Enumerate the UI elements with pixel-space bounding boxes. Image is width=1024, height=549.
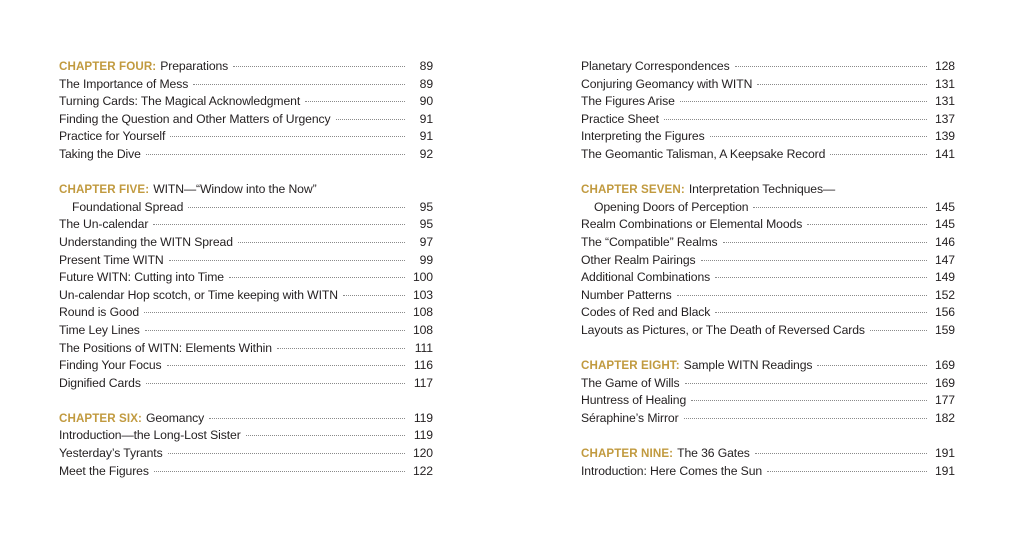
entry-title: Other Realm Pairings [581, 252, 696, 267]
dot-leader [767, 471, 927, 472]
toc-right-column [581, 58, 955, 480]
toc-entry[interactable] [581, 322, 955, 340]
chapter-heading [581, 445, 750, 463]
page-number: 97 [419, 234, 433, 249]
dot-leader [145, 330, 405, 331]
chapter-entry[interactable] [59, 58, 433, 76]
toc-entry[interactable] [581, 234, 955, 252]
entry-title: Codes of Red and Black [581, 305, 711, 320]
dot-leader [154, 471, 405, 472]
entry-title: Finding the Question and Other Matters of Urgency [59, 111, 331, 126]
entry-title: The Importance of Mess [59, 76, 189, 91]
entry-title: Foundational Spread [72, 199, 184, 214]
entry-title: Time Ley Lines [59, 322, 140, 337]
toc-entry[interactable] [59, 216, 433, 234]
toc-entry[interactable] [59, 322, 433, 340]
toc-entry[interactable] [581, 252, 955, 270]
dot-leader [188, 207, 405, 208]
page-number: 116 [413, 358, 433, 373]
section-spacer [59, 392, 433, 410]
page-number: 137 [934, 111, 955, 126]
toc-entry[interactable] [59, 146, 433, 164]
toc-entry[interactable] [581, 128, 955, 146]
entry-title: The Un-calendar [59, 217, 149, 232]
entry-title: Taking the Dive [59, 146, 141, 161]
page-number: 119 [413, 428, 433, 443]
entry-title: Introduction—the Long-Lost Sister [59, 428, 241, 443]
toc-entry[interactable] [581, 304, 955, 322]
page-number: 108 [412, 322, 433, 337]
section-spacer [581, 340, 955, 358]
entry-title: Conjuring Geomancy with WITN [581, 76, 753, 91]
toc-entry[interactable] [581, 287, 955, 305]
dot-leader [830, 154, 927, 155]
page-number: 95 [419, 217, 433, 232]
dot-leader [755, 453, 927, 454]
toc-entry[interactable] [59, 111, 433, 129]
page-number: 169 [934, 358, 955, 373]
chapter-title: The 36 Gates [677, 446, 750, 461]
entry-title: Interpreting the Figures [581, 129, 705, 144]
dot-leader [723, 242, 927, 243]
entry-title: Future WITN: Cutting into Time [59, 270, 224, 285]
dot-leader [710, 136, 927, 137]
toc-entry[interactable] [581, 111, 955, 129]
chapter-heading [59, 410, 204, 428]
dot-leader [209, 418, 405, 419]
dot-leader [146, 154, 405, 155]
dot-leader [701, 260, 927, 261]
toc-left-column [59, 58, 433, 480]
page-number: 99 [419, 252, 433, 267]
toc-entry[interactable] [581, 76, 955, 94]
dot-leader [229, 277, 405, 278]
dot-leader [807, 224, 927, 225]
chapter-heading [581, 357, 812, 375]
chapter-label: CHAPTER NINE: [581, 447, 674, 461]
toc-entry[interactable] [581, 58, 955, 76]
toc-entry[interactable] [59, 269, 433, 287]
toc-entry[interactable] [59, 427, 433, 445]
chapter-heading [581, 181, 955, 199]
toc-entry[interactable] [581, 375, 955, 393]
page-number: 117 [413, 375, 433, 390]
entry-title: Practice Sheet [581, 111, 659, 126]
entry-title: The “Compatible” Realms [581, 234, 718, 249]
entry-title: The Geomantic Talisman, A Keepsake Record [581, 146, 826, 161]
dot-leader [817, 365, 927, 366]
page-number: 141 [934, 146, 955, 161]
dot-leader [193, 84, 405, 85]
page-number: 145 [934, 217, 955, 232]
dot-leader [168, 453, 405, 454]
dot-leader [715, 312, 927, 313]
entry-title: Introduction: Here Comes the Sun [581, 463, 763, 478]
dot-leader [169, 260, 405, 261]
entry-title: Yesterday’s Tyrants [59, 446, 163, 461]
dot-leader [277, 348, 405, 349]
page-number: 103 [412, 287, 433, 302]
page-number: 120 [412, 446, 433, 461]
chapter-entry[interactable] [59, 410, 433, 428]
page-number: 108 [412, 305, 433, 320]
toc-entry[interactable] [59, 357, 433, 375]
dot-leader [343, 295, 405, 296]
section-spacer [59, 164, 433, 182]
dot-leader [684, 418, 927, 419]
page-number: 149 [934, 270, 955, 285]
chapter-label: CHAPTER EIGHT: [581, 359, 680, 373]
dot-leader [685, 383, 927, 384]
toc-entry[interactable] [581, 93, 955, 111]
page-number: 147 [934, 252, 955, 267]
page-number: 177 [934, 393, 955, 408]
entry-title: Practice for Yourself [59, 129, 166, 144]
dot-leader [753, 207, 927, 208]
dot-leader [870, 330, 927, 331]
entry-title: Layouts as Pictures, or The Death of Reversed Cards [581, 322, 865, 337]
dot-leader [233, 66, 405, 67]
dot-leader [146, 383, 405, 384]
entry-title: Present Time WITN [59, 252, 164, 267]
dot-leader [167, 365, 405, 366]
chapter-heading [59, 181, 433, 199]
page-number: 146 [934, 234, 955, 249]
chapter-label: CHAPTER SIX: [59, 411, 143, 425]
toc-entry[interactable] [59, 128, 433, 146]
page-number: 159 [934, 322, 955, 337]
dot-leader [664, 119, 927, 120]
entry-title: Meet the Figures [59, 463, 149, 478]
toc-entry[interactable] [59, 445, 433, 463]
section-spacer [581, 164, 955, 182]
toc-entry[interactable] [581, 146, 955, 164]
chapter-label: CHAPTER FIVE: [59, 183, 150, 197]
page-number: 139 [934, 129, 955, 144]
dot-leader [246, 435, 405, 436]
dot-leader [170, 136, 405, 137]
chapter-title: Geomancy [146, 410, 205, 425]
dot-leader [691, 400, 927, 401]
entry-title: Number Patterns [581, 287, 672, 302]
toc-entry[interactable] [59, 304, 433, 322]
toc-entry[interactable] [581, 216, 955, 234]
entry-title: Huntress of Healing [581, 393, 687, 408]
page-number: 191 [934, 446, 955, 461]
entry-title: Turning Cards: The Magical Acknowledgment [59, 94, 301, 109]
page-number: 131 [934, 94, 955, 109]
page-number: 191 [934, 463, 955, 478]
page-number: 128 [934, 59, 955, 73]
section-spacer [581, 427, 955, 445]
entry-title: Round is Good [59, 305, 140, 320]
toc-entry[interactable] [59, 234, 433, 252]
toc-entry[interactable] [581, 410, 955, 428]
entry-title: Dignified Cards [59, 375, 141, 390]
page-number: 111 [414, 340, 433, 355]
chapter-label: CHAPTER SEVEN: [581, 183, 685, 197]
entry-title: Planetary Correspondences [581, 59, 730, 73]
chapter-title: Sample WITN Readings [683, 358, 813, 373]
toc-entry[interactable] [581, 392, 955, 410]
entry-title: Understanding the WITN Spread [59, 234, 233, 249]
dot-leader [677, 295, 927, 296]
page-number: 91 [419, 129, 433, 144]
toc-entry[interactable] [59, 199, 433, 217]
dot-leader [305, 101, 405, 102]
entry-title: The Positions of WITN: Elements Within [59, 340, 272, 355]
dot-leader [735, 66, 927, 67]
dot-leader [153, 224, 405, 225]
toc-entry[interactable] [581, 269, 955, 287]
page-number: 100 [412, 270, 433, 285]
page-number: 131 [934, 76, 955, 91]
entry-title: The Game of Wills [581, 375, 680, 390]
dot-leader [238, 242, 405, 243]
entry-title: Séraphine’s Mirror [581, 410, 679, 425]
entry-title: Additional Combinations [581, 270, 711, 285]
dot-leader [757, 84, 927, 85]
toc-entry[interactable] [59, 340, 433, 358]
page-number: 169 [934, 375, 955, 390]
chapter-title: Preparations [160, 59, 229, 73]
page-number: 89 [419, 59, 433, 73]
toc-entry[interactable] [59, 76, 433, 94]
dot-leader [715, 277, 927, 278]
page-number: 91 [419, 111, 433, 126]
dot-leader [680, 101, 927, 102]
toc-entry[interactable] [59, 93, 433, 111]
page-number: 182 [934, 410, 955, 425]
page-number: 156 [934, 305, 955, 320]
page-number: 90 [419, 94, 433, 109]
chapter-entry[interactable] [581, 445, 955, 463]
toc-entry[interactable] [59, 287, 433, 305]
dot-leader [336, 119, 406, 120]
page-number: 89 [419, 76, 433, 91]
chapter-label: CHAPTER FOUR: [59, 60, 157, 73]
page-number: 122 [412, 463, 433, 478]
page-number: 152 [934, 287, 955, 302]
toc-entry[interactable] [581, 199, 955, 217]
page-number: 92 [419, 146, 433, 161]
chapter-title: Interpretation Techniques— [688, 182, 836, 197]
entry-title: The Figures Arise [581, 94, 675, 109]
entry-title: Un-calendar Hop scotch, or Time keeping with WITN [59, 287, 338, 302]
entry-title: Opening Doors of Perception [594, 199, 749, 214]
page-number: 145 [934, 199, 955, 214]
page-number: 119 [413, 410, 433, 425]
entry-title: Finding Your Focus [59, 358, 162, 373]
dot-leader [144, 312, 405, 313]
chapter-entry[interactable] [581, 357, 955, 375]
chapter-title: WITN—“Window into the Now” [153, 182, 317, 197]
toc-entry[interactable] [59, 252, 433, 270]
chapter-heading [59, 58, 228, 76]
toc-entry[interactable] [581, 463, 955, 481]
entry-title: Realm Combinations or Elemental Moods [581, 217, 803, 232]
toc-entry[interactable] [59, 463, 433, 481]
page-number: 95 [419, 199, 433, 214]
toc-entry[interactable] [59, 375, 433, 393]
